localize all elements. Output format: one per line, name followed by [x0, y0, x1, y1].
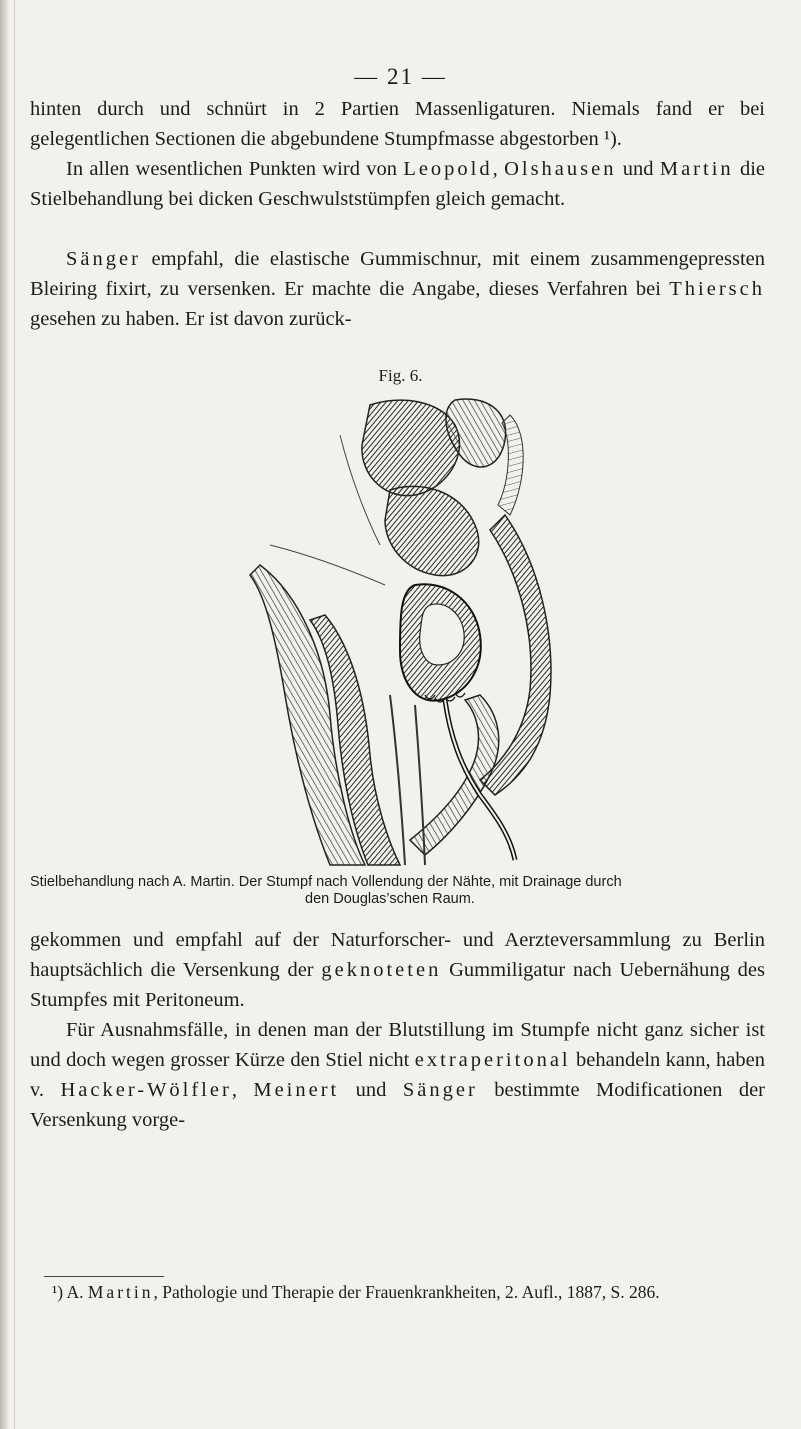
paragraph-text: gesehen zu haben. Er ist davon zurück-: [30, 308, 352, 330]
author-name: Hacker-Wölfler: [60, 1079, 232, 1101]
figure-caption: [30, 874, 775, 908]
paragraph-text: und: [339, 1079, 403, 1101]
emphasis-text: geknoteten: [321, 959, 442, 981]
paragraph-text: gekommen und empfahl auf der Naturforscher- und Aerzteversammlung zu Berlin hauptsächlich die Versenkung der: [30, 929, 765, 981]
paragraph-naturforscher: [30, 925, 765, 1015]
paragraph-text: In allen wesentlichen Punkten wird von: [66, 158, 404, 180]
page-edge-shadow: [0, 0, 10, 1429]
paragraph-text: behandeln kann, haben v.: [30, 1049, 765, 1101]
paragraph-saenger: [30, 244, 765, 334]
paragraph-text: Gummiligatur nach Uebernähung des Stumpfes mit Peritoneum.: [30, 959, 765, 1011]
footnote-divider: [44, 1276, 164, 1277]
author-name: Sänger: [402, 1079, 478, 1101]
paragraph-continuation: [30, 94, 765, 154]
footnote-marker: ¹) A.: [52, 1282, 88, 1302]
separator: ,: [231, 1079, 254, 1101]
binding-line: [14, 0, 15, 1429]
author-name: Sänger: [66, 248, 141, 270]
paragraph-text: und: [616, 158, 660, 180]
separator: ,: [492, 158, 505, 180]
figure-label: Fig. 6.: [378, 366, 423, 385]
paragraph-ausnahmsfaelle: [30, 1015, 765, 1135]
paragraph-text: empfahl, die elastische Gummischnur, mit einem zusammengepressten Bleiring fixirt, zu versenken. Er machte die Angabe, dieses Verfahren bei: [30, 248, 765, 300]
footnote-text: , Pathologie und Therapie der Frauenkrankheiten, 2. Aufl., 1887, S. 286.: [153, 1282, 660, 1302]
author-name: Martin: [659, 158, 734, 180]
author-name: Martin: [87, 1282, 154, 1302]
anatomical-illustration: [240, 395, 570, 870]
paragraph-leopold: [30, 154, 765, 214]
paragraph-text: hinten durch und schnürt in 2 Partien Massenligaturen. Niemals fand er bei gelegentlichen Sectionen die abgebundene Stumpfmasse abgestorben ¹).: [30, 98, 765, 150]
footnote: [30, 1280, 770, 1304]
paragraph-text: bestimmte Modificationen der Versenkung vorge-: [30, 1079, 766, 1131]
author-name: Thiersch: [669, 278, 765, 300]
page-number: — 21 —: [354, 64, 447, 89]
author-name: Meinert: [253, 1079, 340, 1101]
caption-line: den Douglas’schen Raum.: [305, 891, 475, 907]
author-name: Leopold: [403, 158, 493, 180]
emphasis-text: extraperitonal: [414, 1049, 571, 1071]
paragraph-text: Für Ausnahmsfälle, in denen man der Blutstillung im Stumpfe nicht ganz sicher ist und doch wegen grosser Kürze den Stiel nicht: [30, 1019, 765, 1071]
author-name: Olshausen: [504, 158, 617, 180]
paragraph-text: die Stielbehandlung bei dicken Geschwulststümpfen gleich gemacht.: [30, 158, 766, 210]
caption-line: Stielbehandlung nach A. Martin. Der Stumpf nach Vollendung der Nähte, mit Drainage durch: [30, 874, 622, 890]
